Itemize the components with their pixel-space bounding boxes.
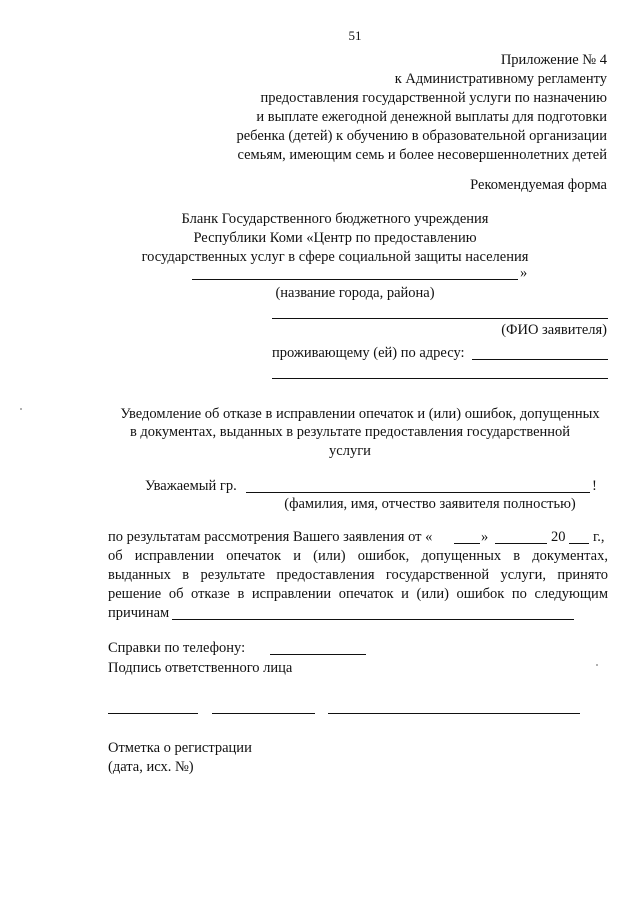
notice-title-line-2: в документах, выданных в результате предоставления государственной (129, 424, 571, 440)
body-line-1-end: г., (593, 529, 605, 545)
body-line-1-quote: » (481, 529, 489, 545)
appendix-number: Приложение № 4 (500, 52, 607, 68)
address-blank-line-2 (272, 378, 608, 379)
body-line-1-start: по результатам рассмотрения Вашего заявления от « (108, 529, 433, 545)
registration-caption: (дата, исх. №) (108, 759, 194, 775)
greeting-caption: (фамилия, имя, отчество заявителя полностью) (284, 496, 576, 512)
phone-blank-line (270, 654, 366, 655)
signature-blank-2 (212, 713, 315, 714)
day-blank-line (454, 543, 480, 544)
body-line-1-year: 20 (551, 529, 566, 545)
scan-speck (20, 408, 22, 410)
appendix-line-6: семьям, имеющим семь и более несовершеннолетних детей (237, 147, 607, 163)
appendix-line-3: предоставления государственной услуги по назначению (260, 90, 607, 106)
institution-line-3: государственных услуг в сфере социальной защиты населения (141, 249, 529, 265)
body-line-5: причинам (108, 605, 170, 621)
signature-blank-1 (108, 713, 198, 714)
notice-title-line-3: услуги (329, 443, 371, 459)
city-caption: (название города, района) (275, 285, 435, 301)
appendix-regulation: к Административному регламенту (394, 71, 607, 87)
city-blank-line (192, 279, 518, 280)
greeting-label: Уважаемый гр. (145, 478, 237, 494)
address-label: проживающему (ей) по адресу: (272, 345, 465, 361)
fio-caption: (ФИО заявителя) (501, 322, 607, 338)
institution-line-1: Бланк Государственного бюджетного учреждения (181, 211, 489, 227)
scan-speck (596, 664, 598, 666)
signature-blank-3 (328, 713, 580, 714)
page-number: 51 (348, 28, 362, 43)
appendix-line-5: ребенка (детей) к обучению в образовательной организации (236, 128, 607, 144)
body-line-2: об исправлении опечаток и (или) ошибок, допущенных в документах, (108, 548, 608, 564)
address-blank-line-1 (472, 359, 608, 360)
greeting-exclamation: ! (592, 478, 597, 494)
institution-line-2: Республики Коми «Центр по предоставлению (193, 230, 477, 246)
body-line-4: решение об отказе в исправлении опечаток и (или) ошибок по следующим (108, 586, 608, 602)
appendix-line-4: и выплате ежегодной денежной выплаты для подготовки (256, 109, 607, 125)
body-line-3: выданных в результате предоставления государственной услуги, принято (108, 567, 608, 583)
month-blank-line (495, 543, 547, 544)
closing-quote: » (520, 265, 528, 281)
signature-label: Подпись ответственного лица (108, 660, 293, 676)
year-blank-line (569, 543, 589, 544)
notice-title-line-1: Уведомление об отказе в исправлении опечаток и (или) ошибок, допущенных (120, 406, 600, 422)
fio-blank-line (272, 318, 608, 319)
recommended-form: Рекомендуемая форма (470, 177, 607, 193)
greeting-blank-line (246, 492, 590, 493)
reasons-blank-line (172, 619, 574, 620)
phone-label: Справки по телефону: (108, 640, 246, 656)
registration-label: Отметка о регистрации (108, 740, 252, 756)
